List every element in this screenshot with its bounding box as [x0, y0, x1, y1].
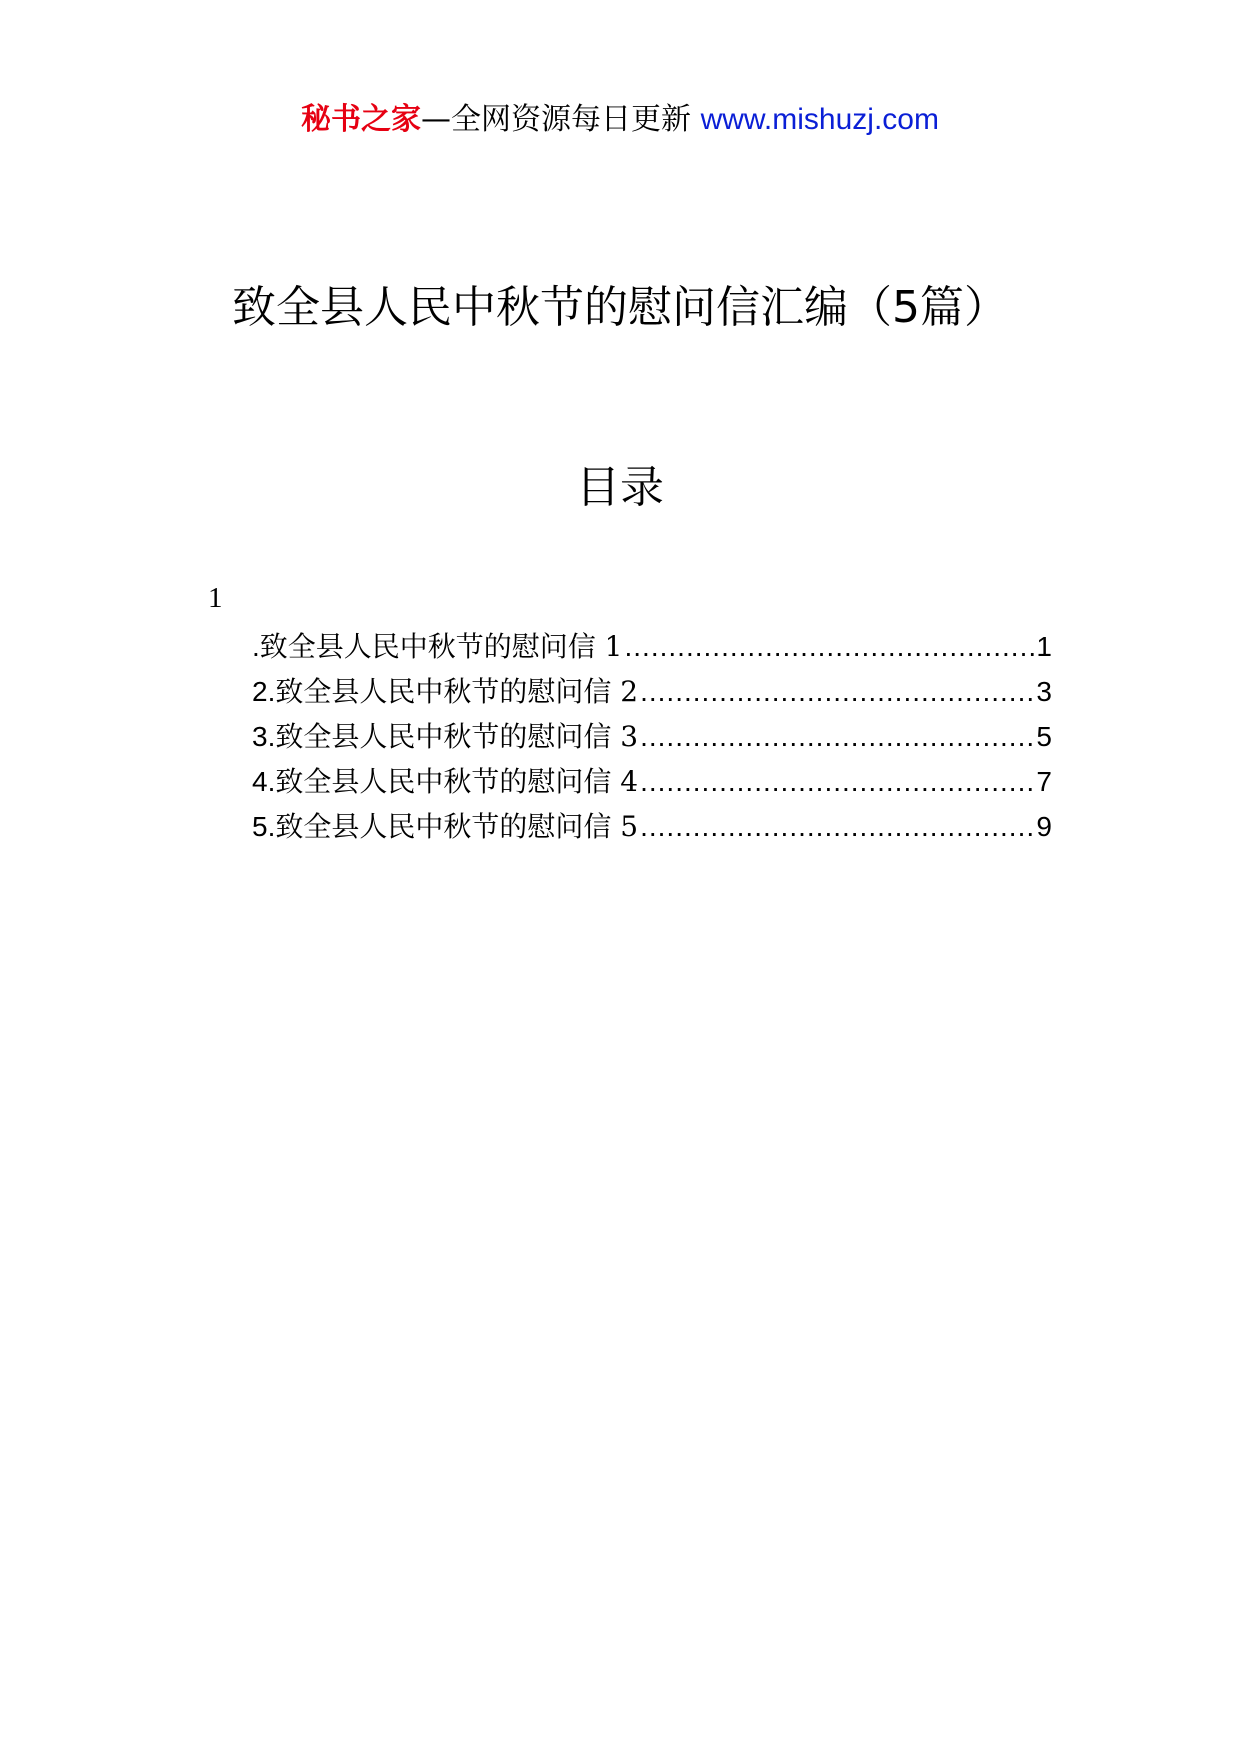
toc-entry-label [252, 804, 638, 849]
toc-entry[interactable] [252, 669, 1052, 714]
toc-entry-page: 1 [1036, 631, 1052, 662]
toc-entry-prefix: . [252, 631, 260, 662]
toc-entry-page: 5 [1036, 721, 1052, 752]
toc-entry[interactable] [252, 804, 1052, 849]
toc-entry-prefix: 4. [252, 766, 276, 797]
toc-entry-page: 3 [1036, 676, 1052, 707]
toc-entry-text: 致全县人民中秋节的慰问信 5 [275, 810, 639, 843]
toc-leader-dots [640, 669, 1034, 714]
header-slogan: —全网资源每日更新 [421, 102, 692, 137]
toc-leader-dots [640, 759, 1034, 804]
toc-entry-prefix: 2. [252, 676, 276, 707]
toc-entry-text: 致全县人民中秋节的慰问信 1 [259, 630, 623, 663]
toc-entry-text: 致全县人民中秋节的慰问信 3 [275, 720, 639, 753]
toc-entry-page: 9 [1036, 811, 1052, 842]
document-title: 致全县人民中秋节的慰问信汇编（5篇） [232, 282, 1008, 333]
toc-entry-prefix: 3. [252, 721, 276, 752]
toc-entry-label [252, 669, 638, 714]
toc-entry-text: 致全县人民中秋节的慰问信 4 [275, 765, 639, 798]
page-header [0, 100, 1240, 140]
toc-leader-dots [640, 714, 1034, 759]
website-link[interactable]: www.mishuzj.com [700, 103, 939, 136]
toc-entry-prefix: 5. [252, 811, 276, 842]
toc-heading: 目录 [576, 462, 664, 513]
toc-entry-page: 7 [1036, 766, 1052, 797]
table-of-contents [252, 624, 1052, 849]
brand-name: 秘书之家 [301, 102, 422, 137]
toc-leader-dots [625, 624, 1035, 669]
toc-entry-label [252, 759, 638, 804]
toc-entry-label [252, 624, 623, 669]
toc-stray-number: 1 [208, 582, 223, 614]
toc-entry[interactable] [252, 624, 1052, 669]
toc-entry-label [252, 714, 638, 759]
toc-entry[interactable] [252, 714, 1052, 759]
toc-entry-text: 致全县人民中秋节的慰问信 2 [275, 675, 639, 708]
toc-entry[interactable] [252, 759, 1052, 804]
toc-leader-dots [640, 804, 1034, 849]
